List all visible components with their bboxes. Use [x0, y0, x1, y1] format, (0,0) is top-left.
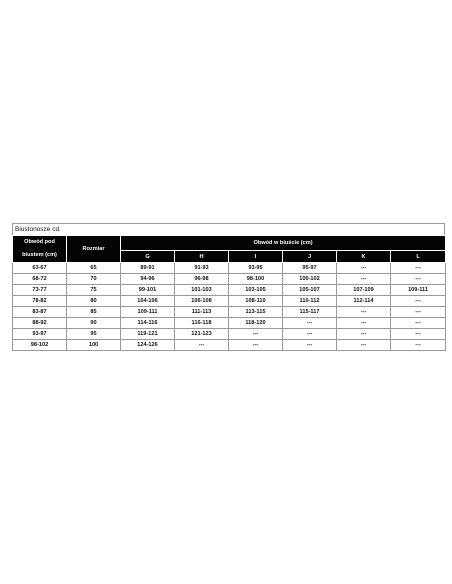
cell-bust-g: 109-111 [121, 307, 175, 318]
cell-bust-i: 103-105 [229, 285, 283, 296]
cell-bust-k: --- [337, 329, 391, 340]
cell-bust-j: 105-107 [283, 285, 337, 296]
cell-bust-g: 114-116 [121, 318, 175, 329]
cell-bust-i: --- [229, 329, 283, 340]
cell-bust-j: --- [283, 329, 337, 340]
cell-bust-j: 95-97 [283, 263, 337, 274]
cell-bust-k: --- [337, 340, 391, 351]
cell-size: 85 [67, 307, 121, 318]
cell-bust-j: --- [283, 318, 337, 329]
cell-bust-l: --- [391, 329, 446, 340]
cell-size: 95 [67, 329, 121, 340]
cell-size: 65 [67, 263, 121, 274]
cell-bust-l: --- [391, 296, 446, 307]
cell-bust-l: --- [391, 274, 446, 285]
cell-bust-g: 99-101 [121, 285, 175, 296]
header-cup-j: J [283, 251, 337, 263]
cell-bust-h: --- [175, 340, 229, 351]
cell-bust-j: --- [283, 340, 337, 351]
size-table [12, 235, 446, 351]
cell-underbust: 88-92 [13, 318, 67, 329]
cell-bust-l: 109-111 [391, 285, 446, 296]
cell-bust-k: --- [337, 318, 391, 329]
cell-bust-g: 94-96 [121, 274, 175, 285]
cell-size: 80 [67, 296, 121, 307]
table-row [13, 329, 446, 340]
cell-bust-l: --- [391, 263, 446, 274]
cell-underbust: 63-67 [13, 263, 67, 274]
table-row [13, 274, 446, 285]
cell-bust-j: 100-102 [283, 274, 337, 285]
cell-bust-i: 93-95 [229, 263, 283, 274]
cell-bust-i: --- [229, 340, 283, 351]
cell-bust-g: 104-106 [121, 296, 175, 307]
cell-bust-h: 91-93 [175, 263, 229, 274]
cell-bust-j: 110-112 [283, 296, 337, 307]
cell-bust-l: --- [391, 340, 446, 351]
cell-underbust: 83-87 [13, 307, 67, 318]
cell-bust-h: 111-113 [175, 307, 229, 318]
cell-bust-i: 118-120 [229, 318, 283, 329]
cell-size: 100 [67, 340, 121, 351]
cell-bust-l: --- [391, 307, 446, 318]
cell-bust-k: --- [337, 307, 391, 318]
cell-bust-h: 121-123 [175, 329, 229, 340]
cell-bust-i: 108-110 [229, 296, 283, 307]
header-cup-i: I [229, 251, 283, 263]
cell-bust-i: 113-115 [229, 307, 283, 318]
cell-size: 90 [67, 318, 121, 329]
header-bust: Obwód w biuście (cm) [121, 236, 446, 251]
cell-bust-k: 107-109 [337, 285, 391, 296]
header-underbust: Obwód pod biustem (cm) [13, 236, 67, 263]
cell-bust-g: 89-91 [121, 263, 175, 274]
cell-underbust: 78-82 [13, 296, 67, 307]
cell-bust-g: 124-126 [121, 340, 175, 351]
header-cup-l: L [391, 251, 446, 263]
cell-bust-g: 119-121 [121, 329, 175, 340]
cell-underbust: 98-102 [13, 340, 67, 351]
header-cup-h: H [175, 251, 229, 263]
header-cup-k: K [337, 251, 391, 263]
cell-bust-j: 115-117 [283, 307, 337, 318]
table-row [13, 340, 446, 351]
cell-bust-h: 116-118 [175, 318, 229, 329]
cell-bust-h: 101-103 [175, 285, 229, 296]
cell-bust-h: 96-98 [175, 274, 229, 285]
cell-size: 75 [67, 285, 121, 296]
cell-bust-i: 98-100 [229, 274, 283, 285]
table-row [13, 296, 446, 307]
cell-bust-k: 112-114 [337, 296, 391, 307]
cell-underbust: 93-97 [13, 329, 67, 340]
cell-bust-h: 106-108 [175, 296, 229, 307]
table-row [13, 263, 446, 274]
cell-underbust: 68-72 [13, 274, 67, 285]
table-row [13, 307, 446, 318]
cell-bust-k: --- [337, 274, 391, 285]
table-caption: Biustonosze cd. [12, 223, 445, 235]
table-row [13, 285, 446, 296]
cell-underbust: 73-77 [13, 285, 67, 296]
header-size: Rozmiar [67, 236, 121, 263]
header-cup-g: G [121, 251, 175, 263]
cell-size: 70 [67, 274, 121, 285]
table-row [13, 318, 446, 329]
size-chart [12, 223, 445, 351]
cell-bust-l: --- [391, 318, 446, 329]
cell-bust-k: --- [337, 263, 391, 274]
